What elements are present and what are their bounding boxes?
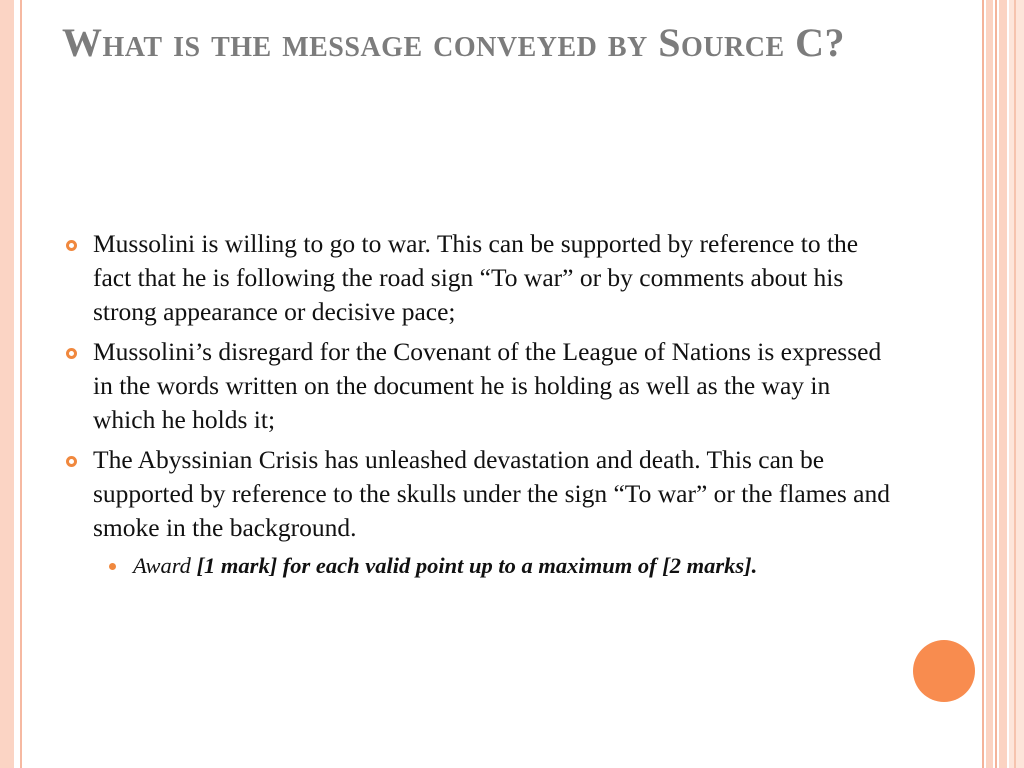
sub-bullet-dot-icon [109, 563, 116, 570]
bullet-text: The Abyssinian Crisis has unleashed devastation and death. This can be supported by reference to the skulls under the sign “To war” or the flames and smoke in the background. [93, 445, 890, 542]
bullet-item [62, 443, 892, 545]
bullet-ring-icon [66, 456, 77, 467]
sub-bullet-emphasis: [1 mark] for each valid point up to a maximum of [2 marks]. [196, 553, 758, 578]
bullet-text: Mussolini is willing to go to war. This can be supported by reference to the fact that he is following the road sign “To war” or by comments about his strong appearance or decisive pace; [93, 229, 859, 326]
right-frame-stripe [982, 0, 984, 768]
right-frame-stripe [1014, 0, 1016, 768]
left-frame-band [0, 0, 14, 768]
slide-title: What is the message conveyed by Source C? [62, 20, 846, 65]
decorative-orb [913, 640, 975, 702]
sub-bullet-item [103, 551, 892, 580]
right-frame-stripe [986, 0, 993, 768]
sub-bullet-lead: Award [133, 553, 191, 578]
right-frame-stripe [999, 0, 1007, 768]
left-frame-line [20, 0, 22, 768]
bullet-item [62, 335, 892, 437]
right-frame-stripe [1009, 0, 1024, 768]
bullet-list [62, 227, 892, 580]
bullet-ring-icon [66, 348, 77, 359]
bullet-text: Mussolini’s disregard for the Covenant of the League of Nations is expressed in the words written on the document he is holding as well as the way in which he holds it; [93, 337, 882, 434]
bullet-item [62, 227, 892, 329]
right-frame-stripe [995, 0, 997, 768]
bullet-ring-icon [66, 240, 77, 251]
